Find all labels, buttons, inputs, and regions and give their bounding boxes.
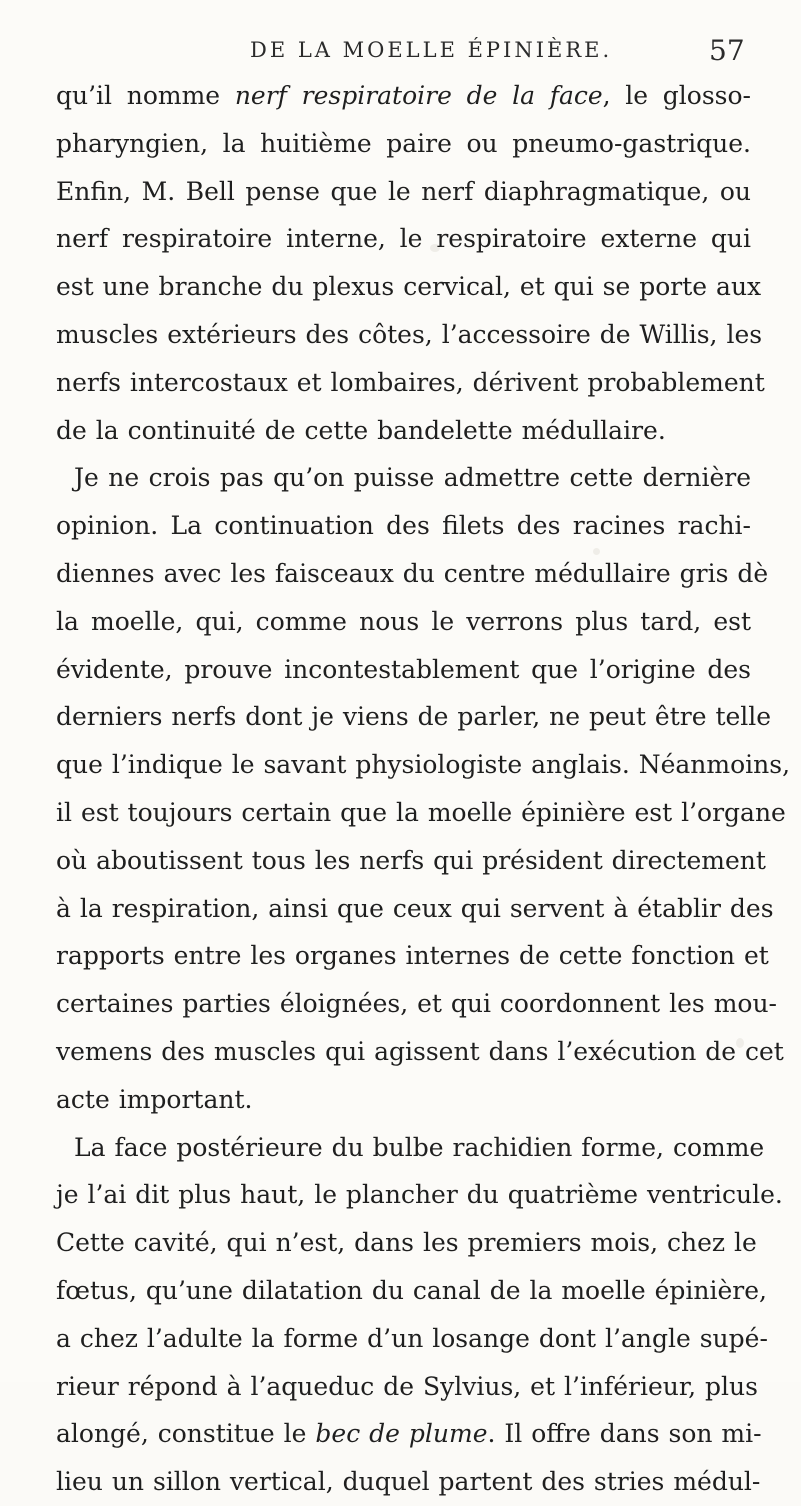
- line-text-after: , le glosso-: [602, 81, 752, 110]
- running-head: DE LA MOELLE ÉPINIÈRE.: [250, 38, 613, 62]
- text-line: rieur répond à l’aqueduc de Sylvius, et l’inférieur, plus: [56, 1371, 758, 1401]
- text-line: est une branche du plexus cervical, et qui se porte aux: [56, 272, 762, 302]
- text-line: derniers nerfs dont je viens de parler, ne peut être telle: [56, 702, 772, 732]
- page-number: 57: [709, 34, 745, 67]
- italic-term: bec de plume: [315, 1419, 488, 1449]
- italic-term: nerf respiratoire de la face: [234, 81, 603, 110]
- text-line: de la continuité de cette bandelette médullaire.: [56, 415, 666, 445]
- text-line: muscles extérieurs des côtes, l’accessoire de Willis, les: [56, 319, 763, 349]
- text-line: Je ne crois pas qu’on puisse admettre cette dernière: [74, 463, 751, 493]
- text-line: certaines parties éloignées, et qui coordonnent les mou-: [56, 989, 778, 1019]
- text-line: [56, 72, 751, 120]
- body-text: [56, 72, 791, 1497]
- text-line: fœtus, qu’une dilatation du canal de la moelle épinière,: [56, 1275, 767, 1305]
- text-line: acte important.: [56, 1084, 253, 1114]
- text-line: a chez l’adulte la forme d’un losange dont l’angle supé-: [56, 1323, 768, 1353]
- text-line: où aboutissent tous les nerfs qui président directement: [56, 845, 766, 875]
- text-line: évidente, prouve incontestablement que l’origine des: [56, 654, 751, 684]
- text-line: nerfs intercostaux et lombaires, dérivent probablement: [56, 367, 765, 397]
- text-line: rapports entre les organes internes de cette fonction et: [56, 941, 769, 971]
- text-line: Cette cavité, qui n’est, dans les premiers mois, chez le: [56, 1228, 757, 1258]
- text-line: à la respiration, ainsi que ceux qui servent à établir des: [56, 893, 774, 923]
- text-line: La face postérieure du bulbe rachidien forme, comme: [74, 1132, 765, 1162]
- text-line: opinion. La continuation des filets des racines rachi-: [56, 511, 751, 541]
- line-text-after: . Il offre dans son mi-: [487, 1419, 762, 1449]
- text-line: que l’indique le savant physiologiste anglais. Néanmoins,: [56, 750, 791, 780]
- text-line: il est toujours certain que la moelle épinière est l’organe: [56, 797, 786, 827]
- text-line: je l’ai dit plus haut, le plancher du quatrième ventricule.: [56, 1180, 783, 1210]
- text-line: diennes avec les faisceaux du centre médullaire gris dè: [56, 558, 769, 588]
- text-line: la moelle, qui, comme nous le verrons plus tard, est: [56, 606, 751, 636]
- text-line: nerf respiratoire interne, le respiratoire externe qui: [56, 224, 751, 254]
- text-line: [56, 1410, 762, 1458]
- page-header: [0, 34, 801, 74]
- text-line: lieu un sillon vertical, duquel partent des stries médul-: [56, 1467, 761, 1497]
- text-line: vemens des muscles qui agissent dans l’exécution de cet: [56, 1036, 784, 1066]
- text-line: Enfin, M. Bell pense que le nerf diaphragmatique, ou: [56, 176, 751, 206]
- line-text-before: qu’il nomme: [56, 81, 235, 110]
- text-line: pharyngien, la huitième paire ou pneumo-gastrique.: [56, 128, 751, 158]
- line-text-before: alongé, constitue le: [56, 1419, 316, 1449]
